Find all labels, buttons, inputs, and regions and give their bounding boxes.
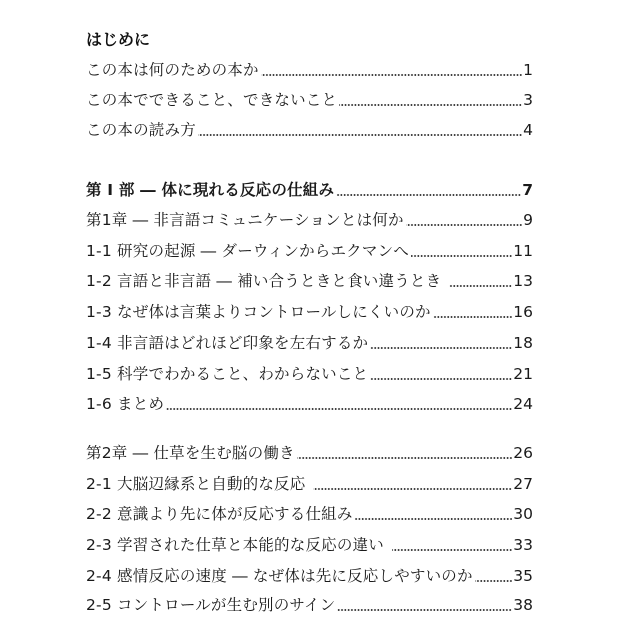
entry-page-number: 30 [513,505,533,523]
dot-leader [297,457,513,459]
toc-entry[interactable] [86,333,533,353]
entry-title: 2-5 コントロールが生む別のサイン [86,596,336,614]
entry-page-number: 7 [522,181,533,199]
dot-leader [370,347,512,349]
entry-page-number: 1 [523,61,533,79]
toc-entry[interactable] [86,595,533,615]
toc-entry[interactable] [86,302,533,322]
entry-page-number: 18 [513,334,533,352]
entry-title: 2-1 大脳辺縁系と自動的な反応 [86,475,306,493]
dot-leader [337,609,512,611]
dot-leader [339,104,522,106]
toc-entry[interactable] [86,535,533,555]
dot-leader [475,580,513,582]
dot-leader [355,518,513,520]
section-heading-introduction: はじめに [86,30,151,49]
entry-title: 1-6 まとめ [86,395,165,413]
entry-page-number: 13 [513,272,533,290]
dot-leader [411,255,512,257]
dot-leader [261,74,522,76]
entry-title: この本の読み方 [86,121,196,139]
dot-leader [336,194,521,196]
entry-title: 1-2 言語と非言語 ― 補い合うときと食い違うとき [86,272,442,290]
dot-leader [449,285,512,287]
entry-title: 2-4 感情反応の速度 ― なぜ体は先に反応しやすいのか [86,567,473,585]
entry-title: この本でできること、できないこと [86,91,338,109]
entry-page-number: 33 [513,536,533,554]
toc-entry[interactable] [86,90,533,110]
dot-leader [406,224,522,226]
dot-leader [392,549,512,551]
entry-page-number: 21 [513,365,533,383]
dot-leader [370,378,512,380]
entry-page-number: 35 [513,567,533,585]
entry-page-number: 26 [513,444,533,462]
toc-entry-chapter-2[interactable] [86,443,533,463]
toc-entry-chapter-1[interactable] [86,210,533,230]
toc-entry[interactable] [86,120,533,140]
dot-leader [166,408,512,410]
toc-entry-part-1[interactable] [86,180,533,200]
toc-entry[interactable] [86,504,533,524]
toc-entry[interactable] [86,566,533,586]
entry-title: 1-4 非言語はどれほど印象を左右するか [86,334,369,352]
entry-page-number: 24 [513,395,533,413]
entry-page-number: 3 [523,91,533,109]
toc-entry[interactable] [86,241,533,261]
entry-page-number: 16 [513,303,533,321]
entry-title: 2-2 意識より先に体が反応する仕組み [86,505,353,523]
entry-title: 1-3 なぜ体は言葉よりコントロールしにくいのか [86,303,431,321]
entry-page-number: 4 [523,121,533,139]
toc-entry[interactable] [86,60,533,80]
entry-title: 第 I 部 ― 体に現れる反応の仕組み [86,181,335,199]
entry-title: 第2章 ― 仕草を生む脳の働き [86,444,295,462]
toc-entry[interactable] [86,474,533,494]
dot-leader [433,316,513,318]
entry-title: 2-3 学習された仕草と本能的な反応の違い [86,536,384,554]
entry-title: 1-5 科学でわかること、わからないこと [86,365,369,383]
toc-entry[interactable] [86,394,533,414]
entry-page-number: 9 [523,211,533,229]
entry-title: 第1章 ― 非言語コミュニケーションとは何か [86,211,404,229]
entry-title: 1-1 研究の起源 ― ダーウィンからエクマンへ [86,242,409,260]
entry-page-number: 27 [513,475,533,493]
dot-leader [313,488,512,490]
entry-title: この本は何のための本か [86,61,259,79]
toc-entry[interactable] [86,364,533,384]
entry-page-number: 11 [513,242,533,260]
dot-leader [198,134,522,136]
entry-page-number: 38 [513,596,533,614]
toc-entry[interactable] [86,271,533,291]
